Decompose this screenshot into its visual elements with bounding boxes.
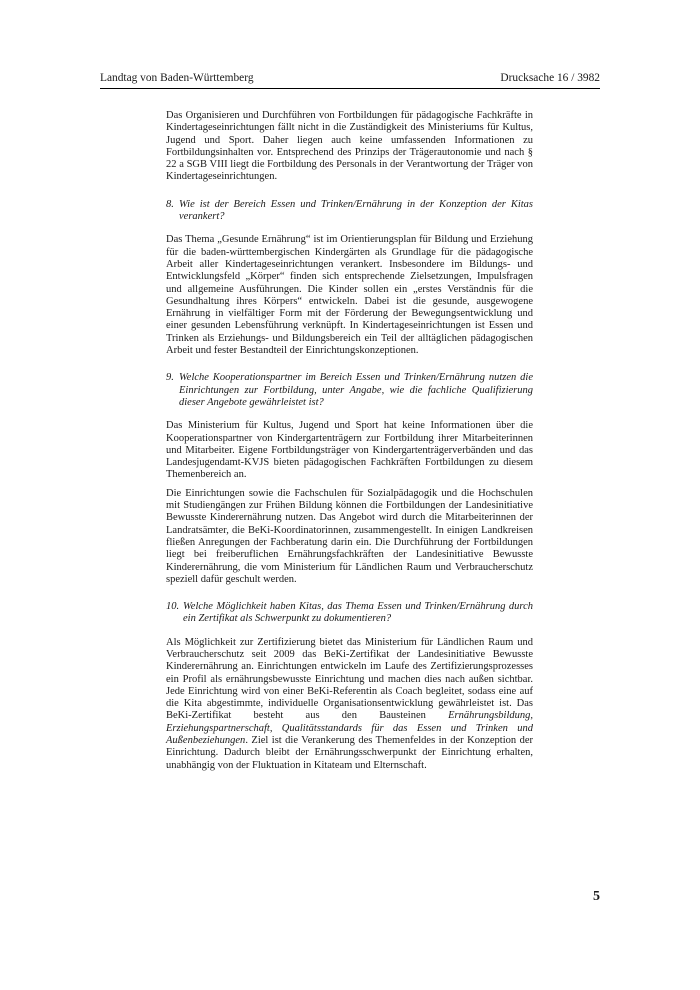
answer-9-paragraph-1: Das Ministerium für Kultus, Jugend und Sport hat keine Informationen über die Kooperationspartner von Kindergartenträgern zur Fortbildung ihrer Mitarbeiterinnen und Mitarbeiter. Eigene Fortbildungsträger von Kindergartenträgerverbänden und das Landesjugendamt-KVJS bieten pädagogischen Fachkräften Fortbildungen zu diesem Themenbereich an. xyxy=(166,420,533,481)
question-text: Wie ist der Bereich Essen und Trinken/Ernährung in der Konzeption der Kitas verankert? xyxy=(179,198,533,223)
question-10 xyxy=(166,601,533,626)
answer-10-text-end: . Ziel ist die Verankerung des Themenfeldes in der Konzeption der Einrichtung. Dadurch bleibt der Ernährungsschwerpunkt der Einrichtung erhalten, unabhängig von der Fluktuation in Kitateam und Elternschaft. xyxy=(166,735,533,771)
page-number: 5 xyxy=(593,889,600,904)
answer-9-paragraph-2: Die Einrichtungen sowie die Fachschulen für Sozialpädagogik und die Hochschulen mit Studiengängen zur Frühen Bildung können die Fortbildungen der Landesinitiative Bewusste Kinderernährung nutzen. Das Angebot wird durch die Mitarbeiterinnen der Landratsämter, die BeKi-Koordinatorinnen, zusammengestellt. In einigen Landkreisen fließen Anregungen der Fachberatung darin ein. Die Durchführung der Fortbildungen liegt bei freiberuflichen Ernährungsfachkräften der Landesinitiative Bewusste Kinderernährung, die vom Ministerium für Ländlichen Raum und Verbraucherschutz speziell dafür geschult werden. xyxy=(166,487,533,585)
question-text: Welche Möglichkeit haben Kitas, das Thema Essen und Trinken/Ernährung durch ein Zertifikat als Schwerpunkt zu dokumentieren? xyxy=(183,601,533,625)
question-number: 9. xyxy=(166,372,174,384)
intro-paragraph: Das Organisieren und Durchführen von Fortbildungen für pädagogische Fachkräfte in Kindertageseinrichtungen fällt nicht in die Zuständigkeit des Ministeriums für Kultus, Jugend und Sport. Daher liegen auch keine umfassenden Informationen zu Fortbildungsinhalten vor. Entsprechend des Prinzips der Trägerautonomie und nach § 22 a SGB VIII liegt die Fortbildung des Personals in der Verantwortung der Träger von Kindertageseinrichtungen. xyxy=(166,110,533,183)
answer-10-italic-modules: Ernährungsbildung, Erziehungspartnerschaft, Qualitätsstandards für das Essen und Trinken und Außenbeziehungen xyxy=(166,710,533,747)
question-text: Welche Kooperationspartner im Bereich Essen und Trinken/Ernährung nutzen die Einrichtungen zur Fortbildung, unter Angabe, wie die fachliche Qualifizierung dieser Angebote gewährleistet ist? xyxy=(179,372,533,408)
page-header xyxy=(100,70,600,89)
header-parliament-name: Landtag von Baden-Württemberg xyxy=(100,72,254,84)
header-document-number: Drucksache 16 / 3982 xyxy=(500,72,600,84)
question-number: 8. xyxy=(166,198,174,210)
question-8 xyxy=(166,199,533,224)
answer-10-text-start: Als Möglichkeit zur Zertifizierung bietet das Ministerium für Ländlichen Raum und Verbraucherschutz seit 2009 das BeKi-Zertifikat der Landesinitiative Bewusste Kinderernährung an. Einrichtungen entwickeln im Laufe des Zertifizierungsprozesses ein Profil als ernährungsbewusste Einrichtung und machen dies nach außen sichtbar. Jede Einrichtung wird von einer BeKi-Referentin als Coach begleitet, sodass eine auf die Kita abgestimmte, individuelle Organisationsentwicklung gewährleistet ist. Das BeKi-Zertifikat besteht aus den Bausteinen xyxy=(166,636,533,722)
answer-10-paragraph xyxy=(166,637,533,772)
answer-8-paragraph: Das Thema „Gesunde Ernährung“ ist im Orientierungsplan für Bildung und Erziehung für die baden-württembergischen Kindergärten als Grundlage für die pädagogische Arbeit aller Kindertageseinrichtungen verankert. Insbesondere im Bildungs- und Entwicklungsfeld „Körper“ finden sich entsprechende Zielsetzungen, Impulsfragen und allgemeine Ausführungen. Die Kinder sollen ein „erstes Verständnis für die Gesundhaltung ihres Körpers“ entwickeln. Dabei ist die gesunde, ausgewogene Ernährung in vielfältiger Form mit der Förderung der Bewegungsentwicklung und einer gesunden Lebensführung verknüpft. In Kindertageseinrichtungen ist Essen und Trinken als Erziehungs- und Bildungsbereich ein Teil der alltäglichen pädagogischen Arbeit und fester Bestandteil der Einrichtungskonzeptionen. xyxy=(166,234,533,357)
document-body xyxy=(166,110,533,778)
question-number: 10. xyxy=(166,601,180,613)
question-9 xyxy=(166,372,533,409)
